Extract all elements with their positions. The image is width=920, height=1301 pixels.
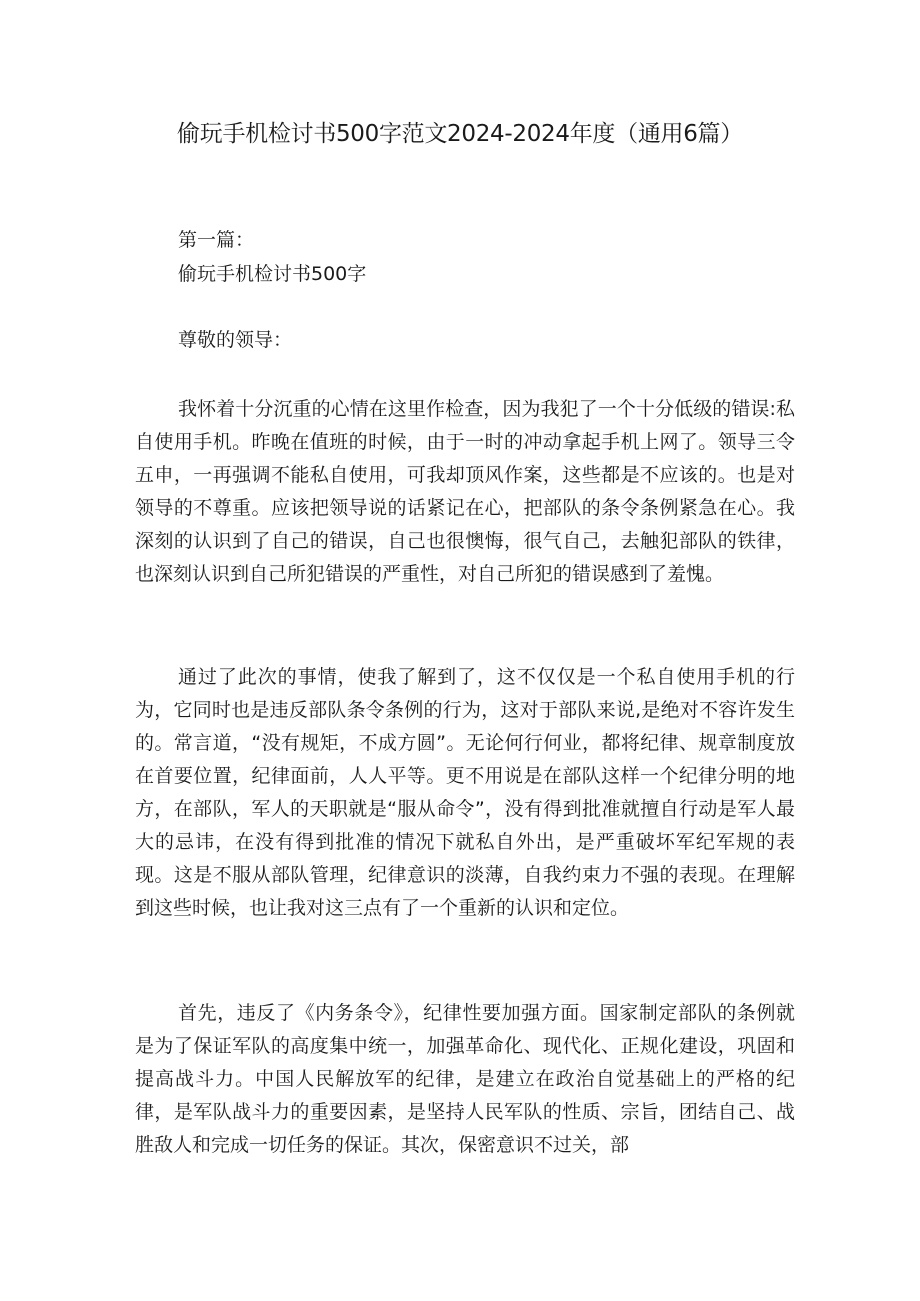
body-paragraph: 我怀着十分沉重的心情在这里作检查，因为我犯了一个十分低级的错误:私自使用手机。昨晚在值班的时候，由于一时的冲动拿起手机上网了。领导三令五申，一再强调不能私自使用，可我却顶风作案，这些都是不应该的。也是对领导的不尊重。应该把领导说的话紧记在心，把部队的条令条例紧急在心。我深刻的认识到了自己的错误，自己也很懊悔，很气自己，去触犯部队的铁律，也深刻认识到自己所犯错误的严重性，对自己所犯的错误感到了羞愧。 (135, 398, 795, 585)
section-title: 偷玩手机检讨书500字 (178, 263, 367, 285)
salutation: 尊敬的领导： (178, 329, 293, 351)
document-title: 偷玩手机检讨书500字范文2024-2024年度（通用6篇） (177, 121, 743, 147)
body-paragraph: 首先，违反了《内务条令》，纪律性要加强方面。国家制定部队的条例就是为了保证军队的高度集中统一，加强革命化、现代化、正规化建设，巩固和提高战斗力。中国人民解放军的纪律，是建立在政治自觉基础上的严格的纪律，是军队战斗力的重要因素，是坚持人民军队的性质、宗旨，团结自己、战胜敌人和完成一切任务的保证。其次，保密意识不过关，部 (135, 1002, 795, 1156)
body-paragraph: 通过了此次的事情，使我了解到了，这不仅仅是一个私自使用手机的行为，它同时也是违反部队条令条例的行为，这对于部队来说,是绝对不容许发生的。常言道，“没有规矩，不成方圆”。无论何行何业，都将纪律、规章制度放在首要位置，纪律面前，人人平等。更不用说是在部队这样一个纪律分明的地方，在部队，军人的天职就是“服从命令”，没有得到批准就擅自行动是军人最大的忌讳，在没有得到批准的情况下就私自外出，是严重破坏军纪军规的表现。这是不服从部队管理，纪律意识的淡薄，自我约束力不强的表现。在理解到这些时候，也让我对这三点有了一个重新的认识和定位。 (135, 666, 795, 919)
section-label: 第一篇： (178, 229, 255, 251)
